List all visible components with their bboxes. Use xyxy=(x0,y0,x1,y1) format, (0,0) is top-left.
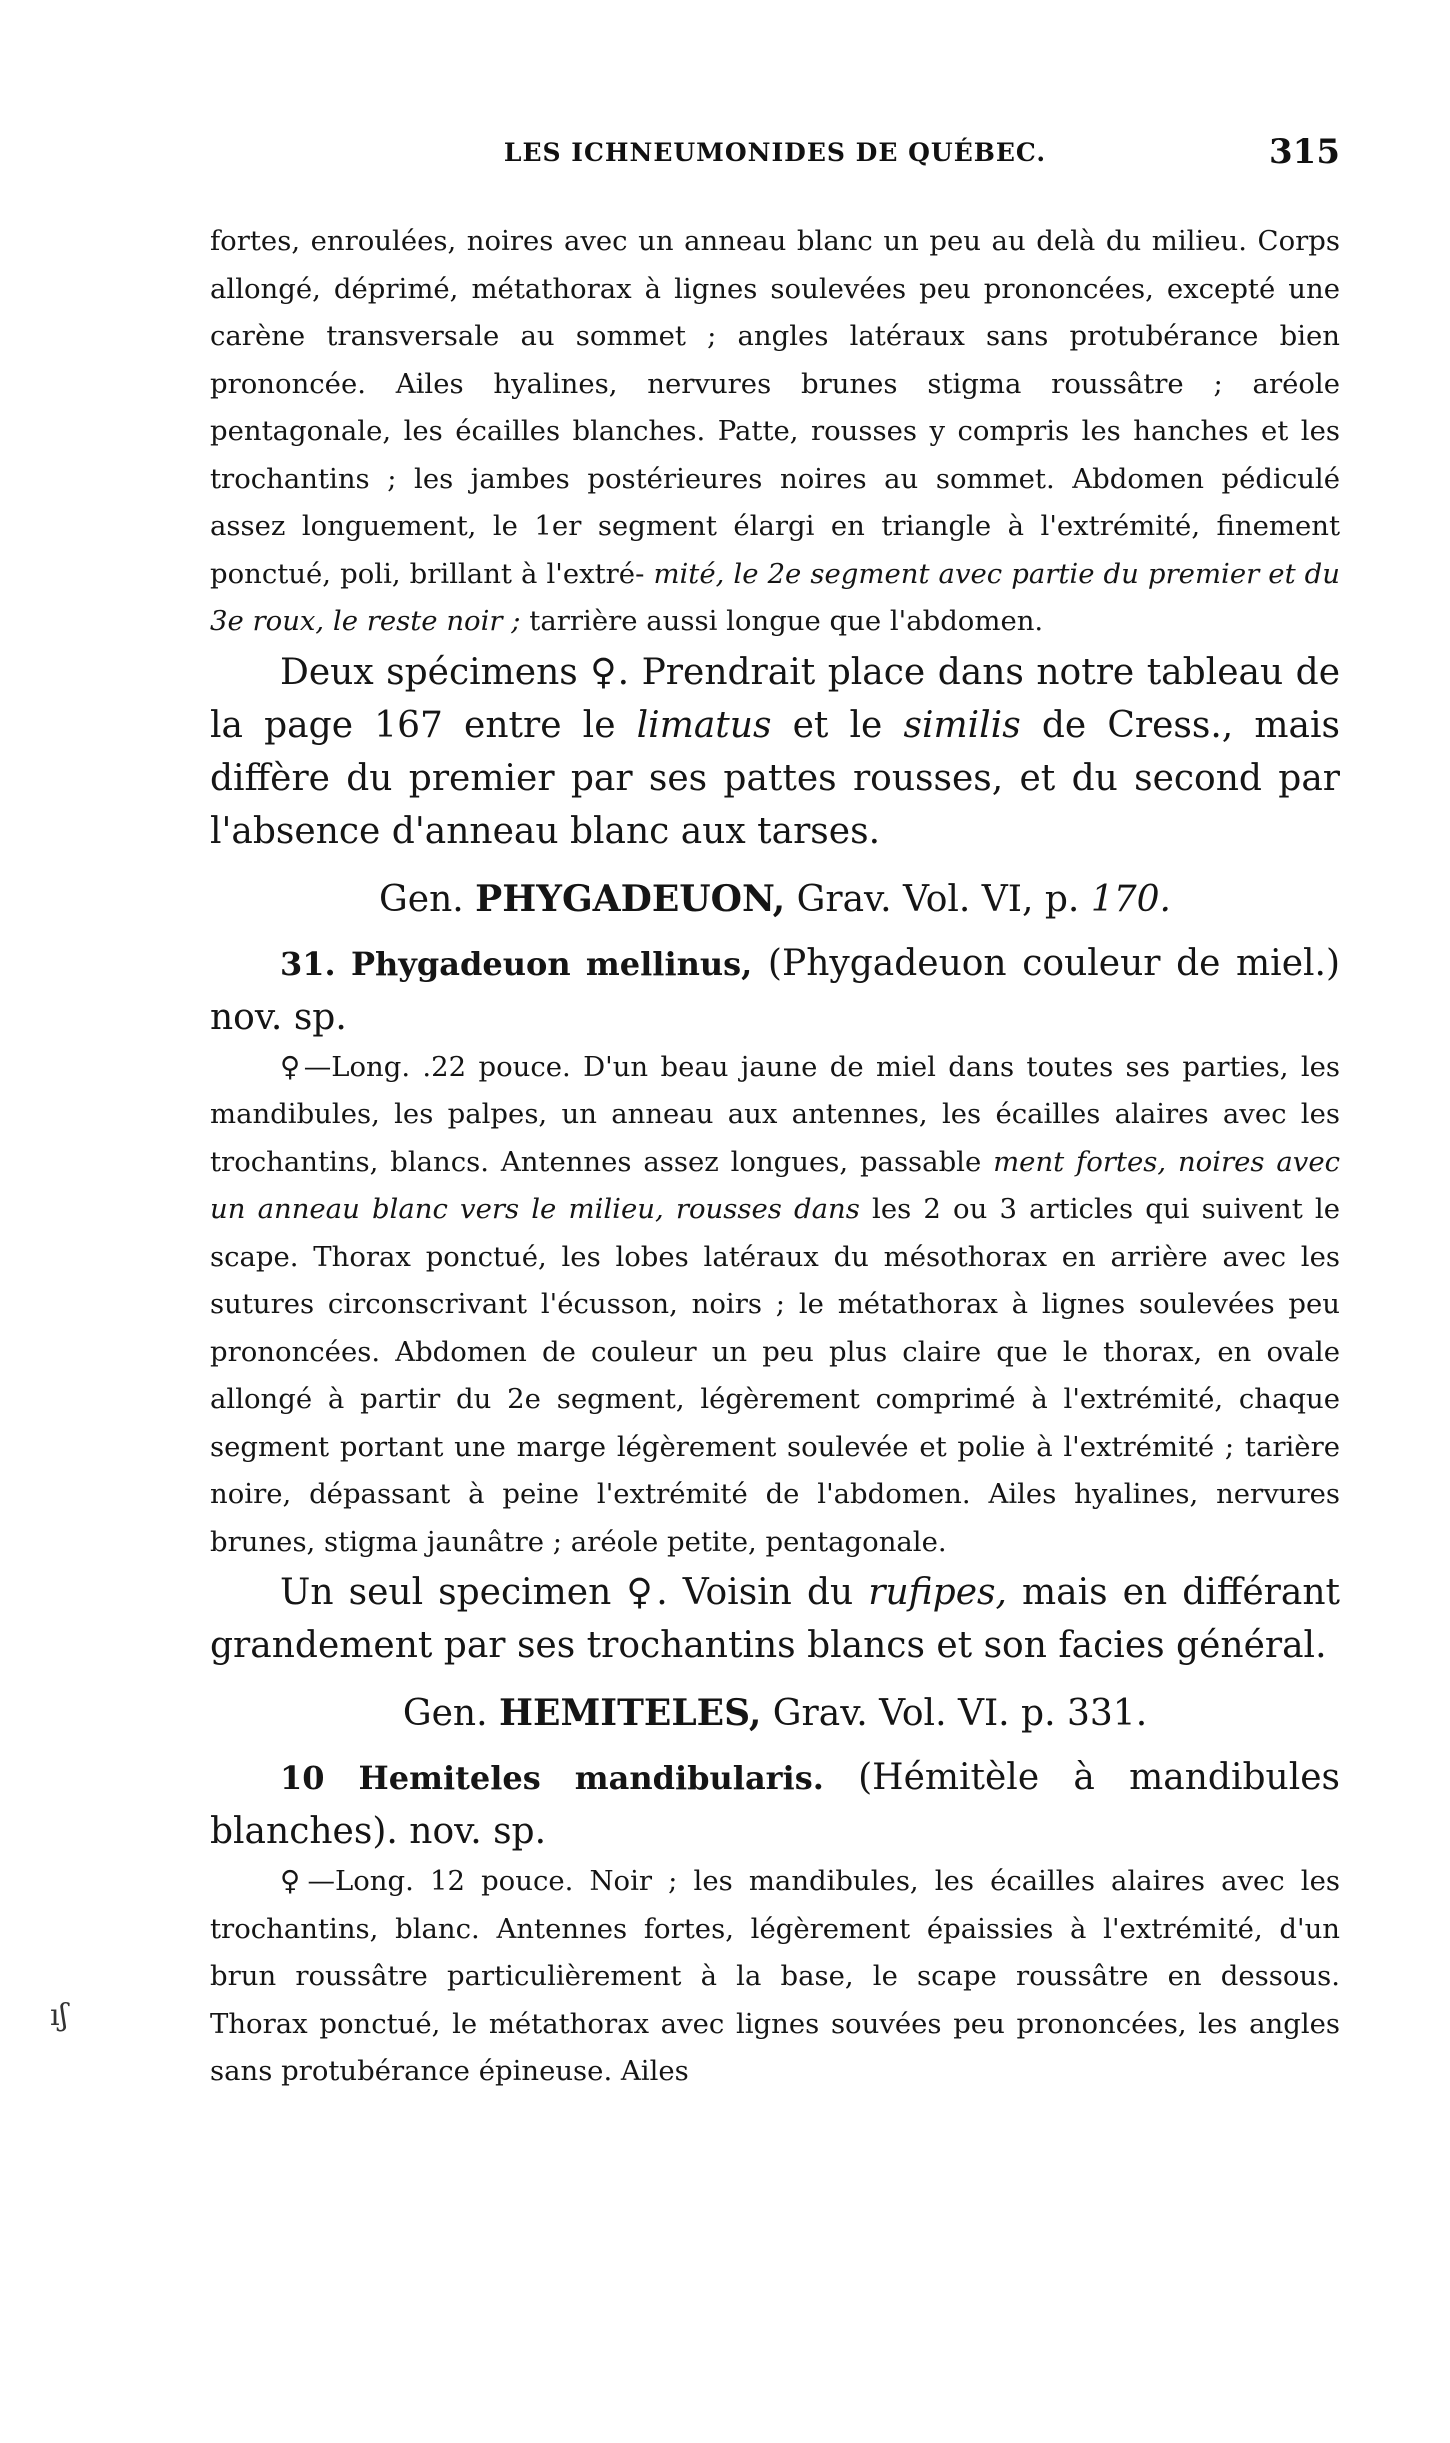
species-common-name: (Phygadeuon couleur de miel.) nov. sp. xyxy=(210,942,1340,1038)
description-paragraph-1 xyxy=(210,218,1340,646)
species-epithet: similis xyxy=(903,704,1021,746)
paragraph-text: les 2 ou 3 articles qui suivent le scape. Thorax ponctué, les lobes latéraux du mésothorax en arrière avec les sutures circonscrivant l'écusson, noirs ; le métathorax à lignes soulevées peu prononcées. Abdomen de couleur un peu plus claire que le thorax, en ovale allongé à partir du 2e segment, légèrement comprimé à l'extrémité, chaque segment portant une marge légèrement soulevée et polie à l'extrémité ; tarière noire, dépassant à peine l'extrémité de l'abdomen. Ailes hyalines, nervures brunes, stigma jaunâtre ; aréole petite, pentagonale. xyxy=(210,1193,1340,1558)
genus-heading-phygadeuon xyxy=(210,872,1340,927)
species-heading-mellinus xyxy=(210,937,1340,1044)
species-epithet: rufipes, xyxy=(868,1572,1007,1613)
genus-reference: Grav. Vol. VI. p. 331. xyxy=(761,1693,1148,1734)
genus-prefix: Gen. xyxy=(379,878,476,920)
page-number: 315 xyxy=(1269,132,1340,172)
italic-text: mité, le 2e segment avec partie du premier et du 3e roux, le reste noir ; xyxy=(210,557,1340,637)
paragraph-text: tarrière aussi longue que l'abdomen. xyxy=(520,605,1044,637)
genus-heading-hemiteles xyxy=(210,1686,1340,1741)
genus-prefix: Gen. xyxy=(402,1693,499,1734)
description-paragraph-2 xyxy=(210,1044,1340,1567)
paragraph-text: mais en différant grandement par ses trochantins blancs et son facies général. xyxy=(210,1572,1340,1666)
genus-reference-page: 170. xyxy=(1090,878,1171,920)
species-epithet: limatus xyxy=(636,704,772,746)
species-name: 31. Phygadeuon mellinus, xyxy=(280,944,753,983)
paragraph-text: ♀—Long. .22 pouce. D'un beau jaune de miel dans toutes ses parties, les mandibules, les palpes, un anneau aux antennes, les écailles alaires avec les trochantins, blancs. Antennes assez longues, passable xyxy=(210,1050,1340,1178)
species-common-name: (Hémitèle à mandibules blanches). nov. sp. xyxy=(210,1757,1340,1852)
italic-text: ment fortes, noires avec un anneau blanc vers le milieu, rousses dans xyxy=(210,1145,1340,1225)
paragraph-text: fortes, enroulées, noires avec un anneau blanc un peu au delà du milieu. Corps allongé, déprimé, métathorax à lignes soulevées peu prononcées, excepté une carène transversale au sommet ; angles latéraux sans protubérance bien prononcée. Ailes hyalines, nervures brunes stigma roussâtre ; aréole pentagonale, les écailles blanches. Patte, rousses y compris les hanches et les trochantins ; les jambes postérieures noires au sommet. Abdomen pédiculé assez longuement, le 1er segment élargi en triangle à l'extrémité, finement ponctué, poli, brillant à l'extré- xyxy=(210,225,1340,590)
species-name: 10 Hemiteles mandibularis. xyxy=(280,1759,824,1797)
paragraph-text: Un seul specimen ♀. Voisin du xyxy=(280,1572,869,1613)
genus-name: PHYGADEUON, xyxy=(475,877,786,920)
running-title: LES ICHNEUMONIDES DE QUÉBEC. xyxy=(503,138,1047,167)
paragraph-text: ♀—Long. 12 pouce. Noir ; les mandibules, les écailles alaires avec les trochantins, blanc. Antennes fortes, légèrement épaissies à l'extrémité, d'un brun roussâtre particulièrement à la base, le scape roussâtre en dessous. Thorax ponctué, le métathorax avec lignes souvées peu prononcées, les angles sans protubérance épineuse. Ailes xyxy=(210,1865,1340,2087)
page-body xyxy=(210,218,1340,2096)
remarks-paragraph-1 xyxy=(210,646,1340,858)
margin-mark: ıʃ xyxy=(50,1998,68,2033)
paragraph-text: de Cress., mais diffère du premier par ses pattes rousses, et du second par l'absence d'anneau blanc aux tarses. xyxy=(210,704,1340,852)
description-paragraph-3 xyxy=(210,1858,1340,2096)
page-header xyxy=(210,132,1340,182)
paragraph-text: et le xyxy=(771,704,904,746)
genus-reference: Grav. Vol. VI, p. xyxy=(785,878,1091,920)
paragraph-text: Deux spécimens ♀. Prendrait place dans notre tableau de la page 167 entre le xyxy=(210,651,1340,746)
remarks-paragraph-2 xyxy=(210,1566,1340,1672)
genus-name: HEMITELES, xyxy=(498,1692,762,1734)
species-heading-mandibularis xyxy=(210,1751,1340,1858)
